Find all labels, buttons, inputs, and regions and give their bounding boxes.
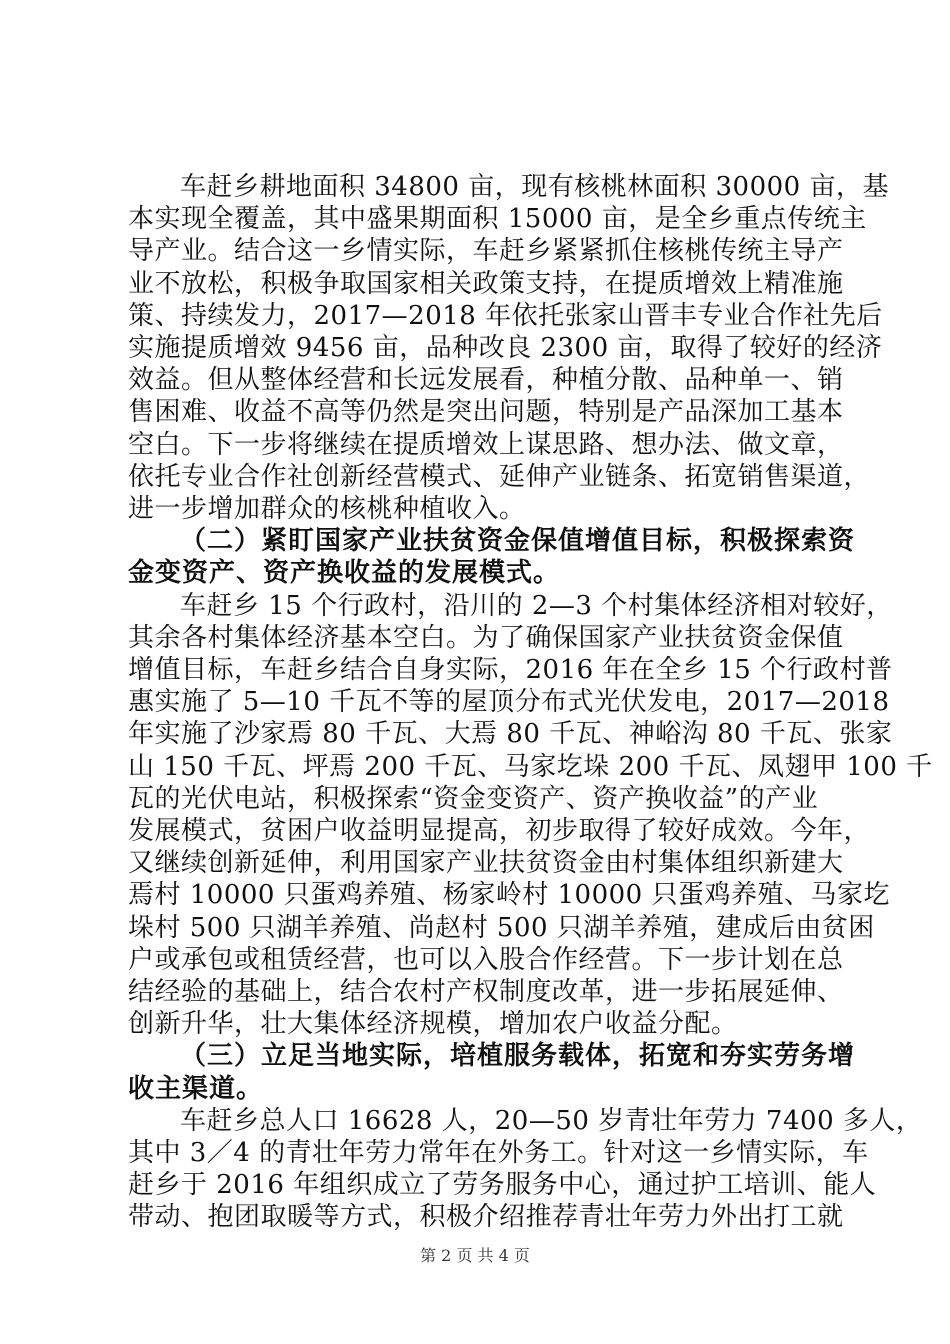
paragraph-2-line-11: 垛村 500 只湖羊养殖、尚赵村 500 只湖羊养殖，建成后由贫困: [128, 913, 875, 943]
paragraph-2-line-9: 又继续创新延伸，利用国家产业扶贫资金由村集体组织新建大: [128, 848, 844, 878]
section-heading-3-line-1: （三）立足当地实际，培植服务载体，拓宽和夯实劳务增: [180, 1041, 856, 1071]
section-heading-2-line-2: 金变资产、资产换收益的发展模式。: [128, 558, 561, 588]
paragraph-3-line-4: 带动、抱团取暖等方式，积极介绍推荐青壮年劳力外出打工就: [128, 1202, 844, 1232]
paragraph-2-line-7: 瓦的光伏电站，积极探索“资金变资产、资产换收益”的产业: [128, 784, 819, 814]
paragraph-2-line-1: 车赶乡 15 个行政村，沿川的 2—3 个村集体经济相对较好，: [180, 591, 893, 621]
paragraph-2-line-2: 其余各村集体经济基本空白。为了确保国家产业扶贫资金保值: [128, 623, 844, 653]
paragraph-2-line-4: 惠实施了 5—10 千瓦不等的屋顶分布式光伏发电，2017—2018: [128, 687, 890, 717]
paragraph-2-line-13: 结经验的基础上，结合农村产权制度改革，进一步拓展延伸、: [128, 977, 844, 1007]
paragraph-1-line-7: 效益。但从整体经营和长远发展看，种植分散、品种单一、销: [128, 365, 844, 395]
paragraph-1-line-1: 车赶乡耕地面积 34800 亩，现有核桃林面积 30000 亩，基: [180, 172, 889, 202]
paragraph-1-line-2: 本实现全覆盖，其中盛果期面积 15000 亩，是全乡重点传统主: [128, 204, 867, 234]
paragraph-1-line-6: 实施提质增效 9456 亩，品种改良 2300 亩，取得了较好的经济: [128, 333, 883, 363]
paragraph-1-line-4: 业不放松，积极争取国家相关政策支持，在提质增效上精准施: [128, 269, 844, 299]
paragraph-1-line-3: 导产业。结合这一乡情实际，车赶乡紧紧抓住核桃传统主导产: [128, 236, 844, 266]
paragraph-3-line-3: 赶乡于 2016 年组织成立了劳务服务中心，通过护工培训、能人: [128, 1170, 877, 1200]
paragraph-2-line-14: 创新升华，壮大集体经济规模，增加农户收益分配。: [128, 1009, 738, 1039]
paragraph-1-line-8: 售困难、收益不高等仍然是突出问题，特别是产品深加工基本: [128, 397, 844, 427]
paragraph-2-line-5: 年实施了沙家焉 80 千瓦、大焉 80 千瓦、神峪沟 80 千瓦、张家: [128, 719, 893, 749]
paragraph-1-line-9: 空白。下一步将继续在提质增效上谋思路、想办法、做文章，: [128, 430, 844, 460]
page-number-footer: 第 2 页 共 4 页: [420, 1246, 530, 1265]
paragraph-1-line-11: 进一步增加群众的核桃种植收入。: [128, 494, 526, 524]
paragraph-2-line-3: 增值目标，车赶乡结合自身实际，2016 年在全乡 15 个行政村普: [128, 655, 893, 685]
section-heading-3-line-2: 收主渠道。: [128, 1074, 264, 1104]
section-heading-2-line-1: （二）紧盯国家产业扶贫资金保值增值目标，积极探索资: [180, 526, 856, 556]
paragraph-2-line-6: 山 150 千瓦、坪焉 200 千瓦、马家圪垛 200 千瓦、凤翅甲 100 千: [128, 752, 933, 782]
paragraph-1-line-5: 策、持续发力，2017—2018 年依托张家山晋丰专业合作社先后: [128, 301, 883, 331]
paragraph-2-line-10: 焉村 10000 只蛋鸡养殖、杨家岭村 10000 只蛋鸡养殖、马家圪: [128, 880, 890, 910]
paragraph-1-line-10: 依托专业合作社创新经营模式、延伸产业链条、拓宽销售渠道，: [128, 462, 871, 492]
paragraph-2-line-12: 户或承包或租赁经营，也可以入股合作经营。下一步计划在总: [128, 945, 844, 975]
paragraph-3-line-1: 车赶乡总人口 16628 人，20—50 岁青壮年劳力 7400 多人，: [180, 1106, 923, 1136]
paragraph-2-line-8: 发展模式，贫困户收益明显提高，初步取得了较好成效。今年，: [128, 816, 871, 846]
paragraph-3-line-2: 其中 3／4 的青壮年劳力常年在外务工。针对这一乡情实际，车: [128, 1138, 869, 1168]
